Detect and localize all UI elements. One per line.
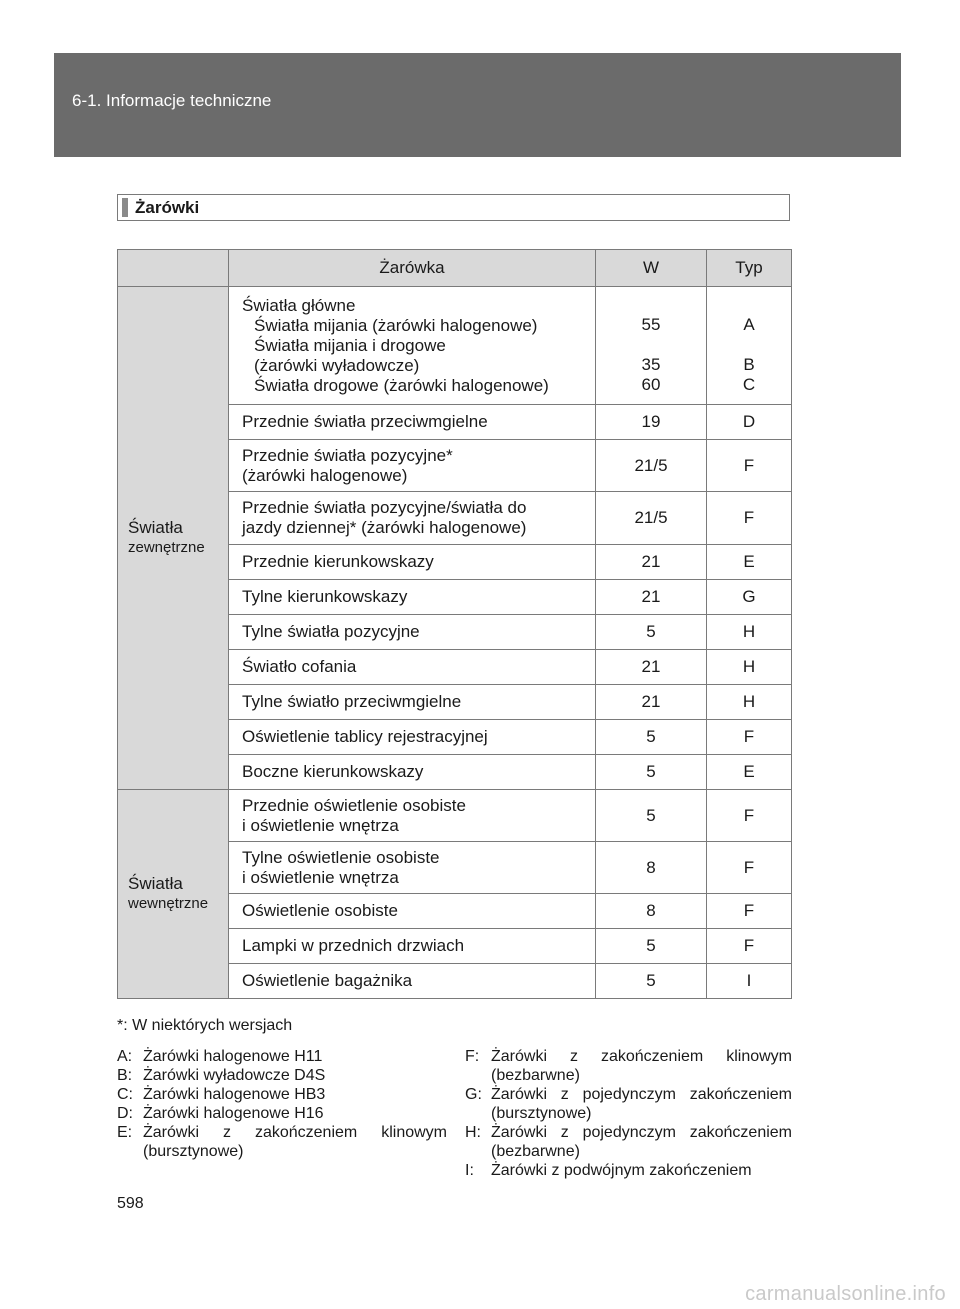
table-header-row <box>118 250 792 287</box>
headlamp-line: Światła mijania (żarówki halogenowe) <box>254 315 538 335</box>
section-title: 6-1. Informacje techniczne <box>72 91 272 110</box>
legend-value: Żarówki halogenowe HB3 <box>143 1086 326 1103</box>
watt-value: 8 <box>596 842 707 894</box>
bulb-name: Tylne światła pozycyjne <box>229 615 596 650</box>
headlamp-main: Światła główne <box>242 295 356 315</box>
type-value: H <box>707 615 792 650</box>
legend-key: A: <box>117 1048 133 1065</box>
type-value: F <box>707 842 792 894</box>
legend-item <box>465 1085 792 1123</box>
watt-value: 21/5 <box>596 492 707 545</box>
bulb-name: Oświetlenie bagażnika <box>229 964 596 999</box>
watt-value: 5 <box>596 720 707 755</box>
type-value: A <box>743 314 755 334</box>
type-value: F <box>707 720 792 755</box>
title-box <box>117 194 790 221</box>
legend-key: E: <box>117 1124 133 1141</box>
watt-value: 5 <box>596 929 707 964</box>
bulb-name: Przednie światła przeciwmgielne <box>229 405 596 440</box>
legend-item <box>117 1123 447 1161</box>
bulb-name <box>229 842 596 894</box>
header-cell-type: Typ <box>707 250 792 287</box>
table-row <box>118 287 792 405</box>
watt-value: 21 <box>596 580 707 615</box>
type-value: F <box>707 492 792 545</box>
bulb-name <box>229 287 596 405</box>
type-value: F <box>707 790 792 842</box>
legend-item <box>465 1161 792 1180</box>
legend-key: G: <box>465 1086 482 1103</box>
bulb-name <box>229 440 596 492</box>
type-value: D <box>707 405 792 440</box>
legend-value: Żarówki halogenowe H11 <box>143 1048 323 1065</box>
legend-key: H: <box>465 1124 481 1141</box>
type-value: E <box>707 755 792 790</box>
headlamp-line: (żarówki wyładowcze) <box>254 355 420 375</box>
category-label: zewnętrzne <box>128 539 205 556</box>
page-title: Żarówki <box>135 198 200 217</box>
type-value: B <box>743 354 755 374</box>
type-cell <box>707 287 792 405</box>
bulb-name-line: Przednie oświetlenie osobiste <box>242 795 466 815</box>
bulb-name: Przednie kierunkowskazy <box>229 545 596 580</box>
watt-value: 21 <box>596 545 707 580</box>
watt-value: 21/5 <box>596 440 707 492</box>
header-cell-bulb: Żarówka <box>229 250 596 287</box>
legend-value: Żarówki halogenowe H16 <box>143 1105 324 1122</box>
legend-key: F: <box>465 1048 480 1065</box>
legend-value: Żarówki wyładowcze D4S <box>143 1067 326 1084</box>
legend-value: Żarówki z pojedynczym zakończeniem (bursztynowe) <box>491 1086 792 1122</box>
type-value: H <box>707 650 792 685</box>
bulb-name <box>229 790 596 842</box>
watt-value: 5 <box>596 790 707 842</box>
header-bar <box>54 53 901 157</box>
type-value: G <box>707 580 792 615</box>
type-value: H <box>707 685 792 720</box>
watt-value: 5 <box>596 755 707 790</box>
bulb-name <box>229 492 596 545</box>
legend-key: B: <box>117 1067 133 1084</box>
category-label: wewnętrzne <box>128 895 209 912</box>
bulb-name: Tylne światło przeciwmgielne <box>229 685 596 720</box>
type-value: E <box>707 545 792 580</box>
legend-key: C: <box>117 1086 133 1103</box>
category-exterior <box>118 287 229 790</box>
watt-value: 5 <box>596 615 707 650</box>
legend-value: Żarówki z pojedynczym zakończeniem (bezbarwne) <box>491 1124 792 1160</box>
watt-value: 8 <box>596 894 707 929</box>
legend-right <box>465 1047 792 1180</box>
page-number: 598 <box>117 1195 144 1212</box>
bulb-name: Światło cofania <box>229 650 596 685</box>
watt-value: 21 <box>596 650 707 685</box>
bulb-name: Oświetlenie tablicy rejestracyjnej <box>229 720 596 755</box>
bulb-name: Tylne kierunkowskazy <box>229 580 596 615</box>
footnote: *: W niektórych wersjach <box>117 1017 293 1034</box>
bulb-name-line: Tylne oświetlenie osobiste <box>242 847 440 867</box>
table-row <box>118 790 792 842</box>
watt-value: 21 <box>596 685 707 720</box>
bulb-name-line: jazdy dziennej* (żarówki halogenowe) <box>242 518 527 537</box>
category-label: Światła <box>128 518 183 537</box>
category-label: Światła <box>128 874 183 893</box>
category-interior <box>118 790 229 999</box>
watt-value: 35 <box>641 354 661 374</box>
watt-cell <box>596 287 707 405</box>
legend-value: Żarówki z zakończeniem klinowym (bursztynowe) <box>143 1124 447 1160</box>
legend-key: D: <box>117 1105 133 1122</box>
header-cell-blank <box>118 250 229 287</box>
legend-key: I: <box>465 1162 474 1179</box>
type-value: F <box>707 929 792 964</box>
bulb-name-line: Przednie światła pozycyjne* <box>242 445 453 465</box>
legend-value: Żarówki z zakończeniem klinowym (bezbarwne) <box>491 1048 792 1084</box>
bulb-name-line: Przednie światła pozycyjne/światła do <box>242 498 527 517</box>
bulb-name-line: i oświetlenie wnętrza <box>242 815 399 835</box>
legend-item <box>117 1085 447 1104</box>
bulb-name: Lampki w przednich drzwiach <box>229 929 596 964</box>
legend-left <box>117 1047 447 1161</box>
type-value: I <box>707 964 792 999</box>
legend-item <box>465 1047 792 1085</box>
watt-value: 5 <box>596 964 707 999</box>
title-accent <box>122 198 128 217</box>
bulb-table <box>117 249 792 999</box>
bulb-name: Boczne kierunkowskazy <box>229 755 596 790</box>
type-value: C <box>742 374 756 394</box>
watermark: carmanualsonline.info <box>745 1283 946 1305</box>
type-value: F <box>707 894 792 929</box>
legend-item <box>117 1047 447 1066</box>
legend-item <box>465 1123 792 1161</box>
headlamp-line: Światła drogowe (żarówki halogenowe) <box>254 375 549 395</box>
legend-value: Żarówki z podwójnym zakończeniem <box>491 1162 752 1179</box>
bulb-name-line: (żarówki halogenowe) <box>242 465 408 485</box>
header-cell-watt: W <box>596 250 707 287</box>
watt-value: 60 <box>641 374 661 394</box>
watt-value: 55 <box>641 314 661 334</box>
bulb-name: Oświetlenie osobiste <box>229 894 596 929</box>
legend-item <box>117 1066 447 1085</box>
legend-item <box>117 1104 447 1123</box>
headlamp-line: Światła mijania i drogowe <box>254 335 446 355</box>
bulb-name-line: i oświetlenie wnętrza <box>242 867 399 887</box>
watt-value: 19 <box>596 405 707 440</box>
type-value: F <box>707 440 792 492</box>
